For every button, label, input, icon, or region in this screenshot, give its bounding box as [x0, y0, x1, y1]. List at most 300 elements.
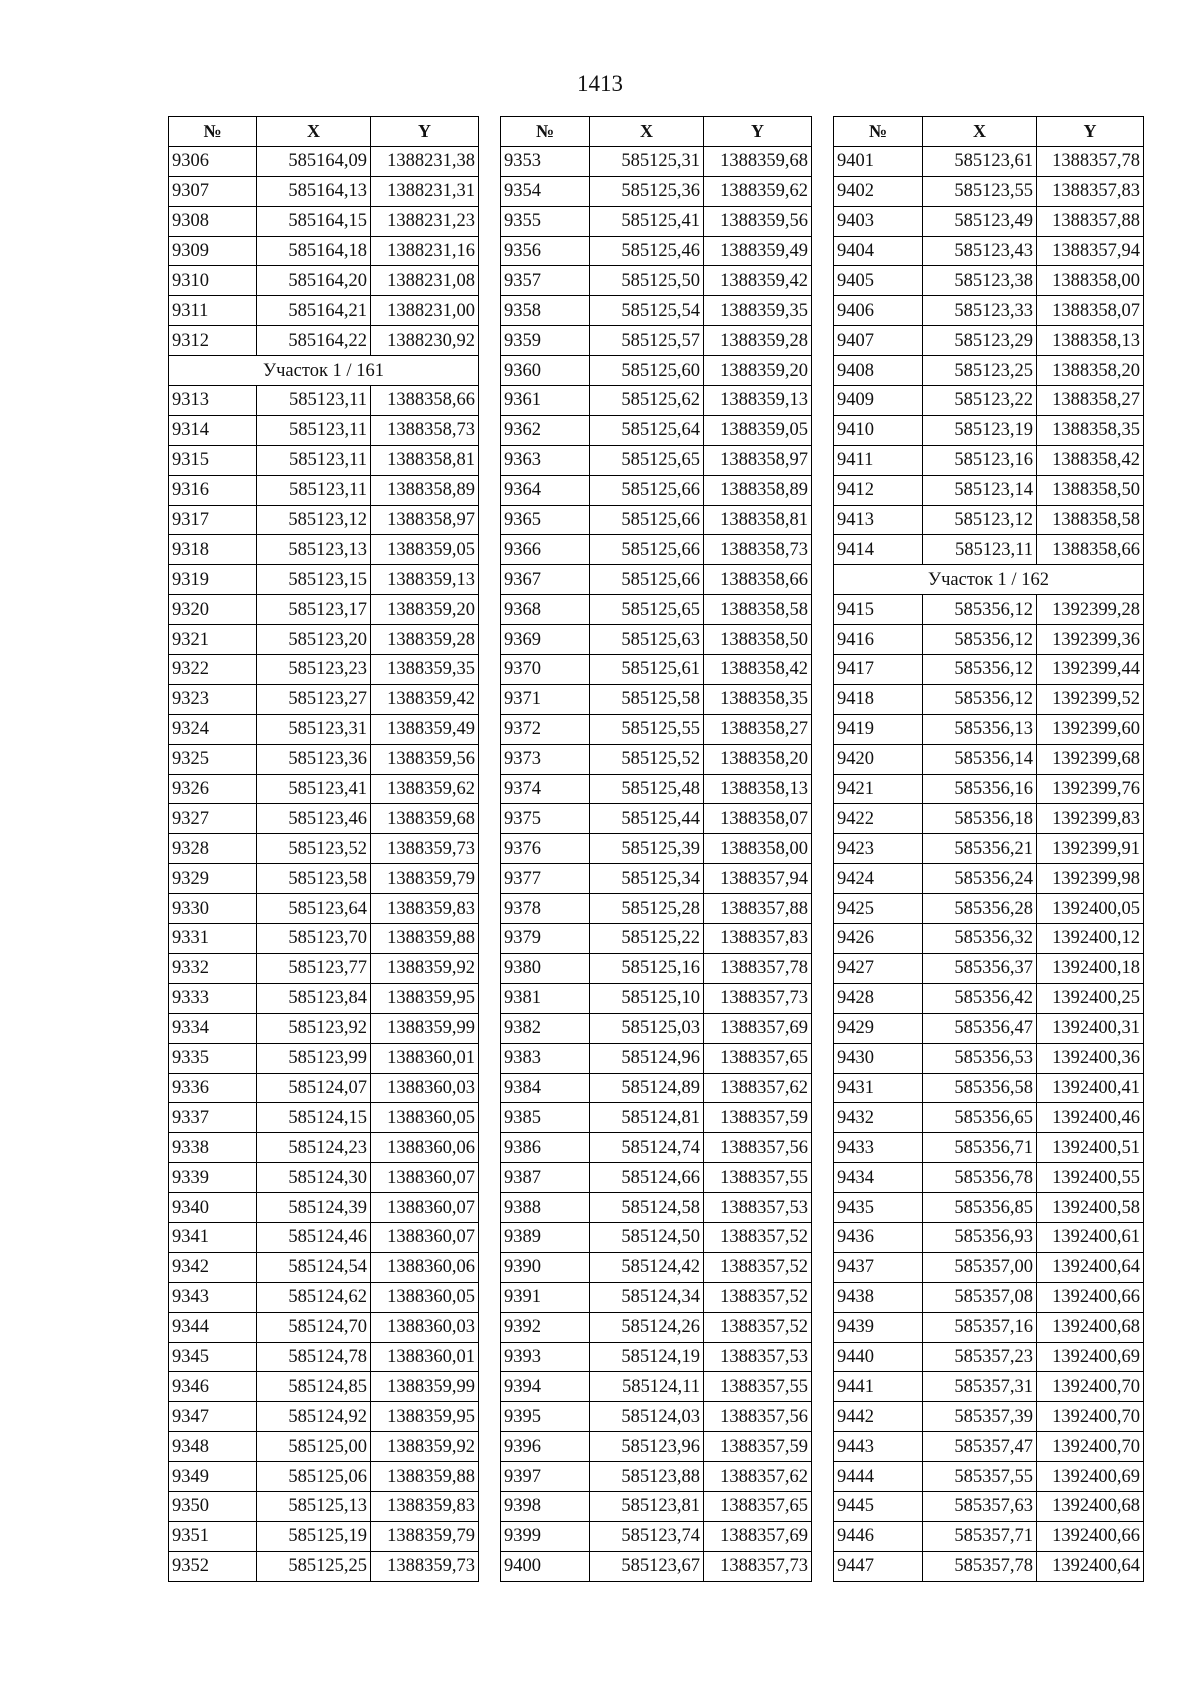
point-number-cell: 9326 [169, 774, 257, 804]
table-row [169, 386, 479, 416]
table-row [834, 894, 1144, 924]
x-coordinate-cell: 585123,15 [257, 565, 371, 595]
x-coordinate-cell: 585356,12 [923, 595, 1037, 625]
table-row [834, 1282, 1144, 1312]
table-row [501, 1282, 812, 1312]
y-coordinate-cell: 1392400,68 [1037, 1312, 1144, 1342]
y-coordinate-cell: 1388357,55 [704, 1163, 812, 1193]
point-number-cell: 9341 [169, 1222, 257, 1252]
y-coordinate-cell: 1388359,95 [371, 1402, 479, 1432]
x-coordinate-cell: 585356,42 [923, 983, 1037, 1013]
point-number-cell: 9398 [501, 1491, 590, 1521]
table-row [169, 1133, 479, 1163]
x-coordinate-cell: 585125,44 [590, 804, 704, 834]
header-y: Y [1037, 117, 1144, 147]
table-row [834, 1163, 1144, 1193]
x-coordinate-cell: 585124,07 [257, 1073, 371, 1103]
y-coordinate-cell: 1392399,91 [1037, 834, 1144, 864]
table-row [834, 236, 1144, 266]
table-row [169, 415, 479, 445]
point-number-cell: 9404 [834, 236, 923, 266]
x-coordinate-cell: 585357,71 [923, 1521, 1037, 1551]
y-coordinate-cell: 1392400,18 [1037, 953, 1144, 983]
table-row [834, 924, 1144, 954]
point-number-cell: 9419 [834, 714, 923, 744]
point-number-cell: 9311 [169, 296, 257, 326]
point-number-cell: 9338 [169, 1133, 257, 1163]
y-coordinate-cell: 1388359,88 [371, 924, 479, 954]
y-coordinate-cell: 1388357,52 [704, 1252, 812, 1282]
y-coordinate-cell: 1388359,95 [371, 983, 479, 1013]
y-coordinate-cell: 1388358,81 [704, 505, 812, 535]
table-row [501, 1551, 812, 1581]
table-row [501, 1372, 812, 1402]
point-number-cell: 9436 [834, 1222, 923, 1252]
point-number-cell: 9333 [169, 983, 257, 1013]
x-coordinate-cell: 585124,96 [590, 1043, 704, 1073]
x-coordinate-cell: 585123,41 [257, 774, 371, 804]
y-coordinate-cell: 1388357,59 [704, 1103, 812, 1133]
table-row [169, 1193, 479, 1223]
x-coordinate-cell: 585164,22 [257, 326, 371, 356]
x-coordinate-cell: 585124,03 [590, 1402, 704, 1432]
point-number-cell: 9433 [834, 1133, 923, 1163]
point-number-cell: 9364 [501, 475, 590, 505]
y-coordinate-cell: 1388359,49 [704, 236, 812, 266]
y-coordinate-cell: 1388231,16 [371, 236, 479, 266]
x-coordinate-cell: 585356,53 [923, 1043, 1037, 1073]
y-coordinate-cell: 1388357,94 [704, 864, 812, 894]
x-coordinate-cell: 585356,58 [923, 1073, 1037, 1103]
y-coordinate-cell: 1388359,20 [704, 356, 812, 386]
point-number-cell: 9332 [169, 953, 257, 983]
y-coordinate-cell: 1392399,68 [1037, 744, 1144, 774]
point-number-cell: 9378 [501, 894, 590, 924]
x-coordinate-cell: 585125,66 [590, 505, 704, 535]
point-number-cell: 9309 [169, 236, 257, 266]
x-coordinate-cell: 585123,13 [257, 535, 371, 565]
point-number-cell: 9387 [501, 1163, 590, 1193]
table-row [501, 1491, 812, 1521]
header-number: № [834, 117, 923, 147]
x-coordinate-cell: 585356,21 [923, 834, 1037, 864]
table-row [834, 1491, 1144, 1521]
point-number-cell: 9322 [169, 655, 257, 685]
point-number-cell: 9359 [501, 326, 590, 356]
point-number-cell: 9312 [169, 326, 257, 356]
x-coordinate-cell: 585123,27 [257, 684, 371, 714]
table-row [169, 864, 479, 894]
x-coordinate-cell: 585124,66 [590, 1163, 704, 1193]
table-row [834, 983, 1144, 1013]
x-coordinate-cell: 585123,49 [923, 206, 1037, 236]
x-coordinate-cell: 585356,12 [923, 655, 1037, 685]
y-coordinate-cell: 1392400,69 [1037, 1462, 1144, 1492]
header-y: Y [371, 117, 479, 147]
y-coordinate-cell: 1388359,68 [371, 804, 479, 834]
point-number-cell: 9329 [169, 864, 257, 894]
x-coordinate-cell: 585356,28 [923, 894, 1037, 924]
point-number-cell: 9343 [169, 1282, 257, 1312]
x-coordinate-cell: 585123,22 [923, 386, 1037, 416]
table-row [501, 266, 812, 296]
table-row [169, 1252, 479, 1282]
table-row [501, 475, 812, 505]
table-row [169, 296, 479, 326]
x-coordinate-cell: 585124,50 [590, 1222, 704, 1252]
y-coordinate-cell: 1392400,69 [1037, 1342, 1144, 1372]
table-row [834, 774, 1144, 804]
table-row [501, 625, 812, 655]
y-coordinate-cell: 1388360,01 [371, 1043, 479, 1073]
y-coordinate-cell: 1392400,64 [1037, 1551, 1144, 1581]
point-number-cell: 9437 [834, 1252, 923, 1282]
point-number-cell: 9381 [501, 983, 590, 1013]
table-row [834, 1252, 1144, 1282]
y-coordinate-cell: 1388358,66 [371, 386, 479, 416]
table-row [834, 1432, 1144, 1462]
table-row [834, 296, 1144, 326]
point-number-cell: 9335 [169, 1043, 257, 1073]
y-coordinate-cell: 1388359,88 [371, 1462, 479, 1492]
point-number-cell: 9380 [501, 953, 590, 983]
point-number-cell: 9369 [501, 625, 590, 655]
y-coordinate-cell: 1388358,73 [704, 535, 812, 565]
point-number-cell: 9415 [834, 595, 923, 625]
x-coordinate-cell: 585164,13 [257, 176, 371, 206]
section-label: Участок 1 / 162 [834, 565, 1144, 595]
x-coordinate-cell: 585125,22 [590, 924, 704, 954]
y-coordinate-cell: 1388358,97 [371, 505, 479, 535]
point-number-cell: 9358 [501, 296, 590, 326]
x-coordinate-cell: 585125,31 [590, 146, 704, 176]
point-number-cell: 9413 [834, 505, 923, 535]
table-row [169, 475, 479, 505]
x-coordinate-cell: 585123,77 [257, 953, 371, 983]
point-number-cell: 9430 [834, 1043, 923, 1073]
x-coordinate-cell: 585123,46 [257, 804, 371, 834]
point-number-cell: 9399 [501, 1521, 590, 1551]
point-number-cell: 9362 [501, 415, 590, 445]
point-number-cell: 9389 [501, 1222, 590, 1252]
point-number-cell: 9353 [501, 146, 590, 176]
point-number-cell: 9423 [834, 834, 923, 864]
y-coordinate-cell: 1388358,42 [1037, 445, 1144, 475]
table-row [501, 1043, 812, 1073]
y-coordinate-cell: 1388357,69 [704, 1013, 812, 1043]
point-number-cell: 9421 [834, 774, 923, 804]
table-row [834, 1342, 1144, 1372]
x-coordinate-cell: 585123,99 [257, 1043, 371, 1073]
point-number-cell: 9325 [169, 744, 257, 774]
table-row [834, 1133, 1144, 1163]
point-number-cell: 9434 [834, 1163, 923, 1193]
point-number-cell: 9439 [834, 1312, 923, 1342]
table-row [501, 296, 812, 326]
x-coordinate-cell: 585125,65 [590, 595, 704, 625]
y-coordinate-cell: 1388358,50 [1037, 475, 1144, 505]
x-coordinate-cell: 585123,19 [923, 415, 1037, 445]
table-row [501, 1193, 812, 1223]
table-row [501, 176, 812, 206]
y-coordinate-cell: 1388360,06 [371, 1133, 479, 1163]
point-number-cell: 9410 [834, 415, 923, 445]
x-coordinate-cell: 585356,24 [923, 864, 1037, 894]
x-coordinate-cell: 585123,12 [923, 505, 1037, 535]
table-row [169, 983, 479, 1013]
header-number: № [169, 117, 257, 147]
header-x: X [923, 117, 1037, 147]
point-number-cell: 9319 [169, 565, 257, 595]
x-coordinate-cell: 585123,20 [257, 625, 371, 655]
y-coordinate-cell: 1388359,20 [371, 595, 479, 625]
y-coordinate-cell: 1388357,83 [1037, 176, 1144, 206]
y-coordinate-cell: 1392400,61 [1037, 1222, 1144, 1252]
table-header-row [834, 117, 1144, 147]
y-coordinate-cell: 1388359,73 [371, 1551, 479, 1581]
point-number-cell: 9440 [834, 1342, 923, 1372]
y-coordinate-cell: 1388231,38 [371, 146, 479, 176]
table-row [501, 894, 812, 924]
y-coordinate-cell: 1388359,49 [371, 714, 479, 744]
point-number-cell: 9414 [834, 535, 923, 565]
x-coordinate-cell: 585125,39 [590, 834, 704, 864]
x-coordinate-cell: 585125,54 [590, 296, 704, 326]
y-coordinate-cell: 1388358,35 [704, 684, 812, 714]
x-coordinate-cell: 585356,85 [923, 1193, 1037, 1223]
point-number-cell: 9447 [834, 1551, 923, 1581]
point-number-cell: 9403 [834, 206, 923, 236]
point-number-cell: 9360 [501, 356, 590, 386]
x-coordinate-cell: 585123,23 [257, 655, 371, 685]
y-coordinate-cell: 1392400,41 [1037, 1073, 1144, 1103]
table-row [169, 1073, 479, 1103]
x-coordinate-cell: 585125,41 [590, 206, 704, 236]
table-row [501, 1402, 812, 1432]
x-coordinate-cell: 585125,46 [590, 236, 704, 266]
y-coordinate-cell: 1388359,42 [704, 266, 812, 296]
point-number-cell: 9310 [169, 266, 257, 296]
table-row [501, 415, 812, 445]
point-number-cell: 9307 [169, 176, 257, 206]
table-row [501, 445, 812, 475]
header-number: № [501, 117, 590, 147]
table-row [169, 1043, 479, 1073]
y-coordinate-cell: 1388358,73 [371, 415, 479, 445]
y-coordinate-cell: 1388358,27 [704, 714, 812, 744]
table-row [834, 834, 1144, 864]
point-number-cell: 9328 [169, 834, 257, 864]
point-number-cell: 9327 [169, 804, 257, 834]
y-coordinate-cell: 1388231,31 [371, 176, 479, 206]
table-row [169, 924, 479, 954]
table-row [501, 1521, 812, 1551]
x-coordinate-cell: 585164,18 [257, 236, 371, 266]
y-coordinate-cell: 1388359,05 [704, 415, 812, 445]
y-coordinate-cell: 1392400,64 [1037, 1252, 1144, 1282]
y-coordinate-cell: 1388357,56 [704, 1402, 812, 1432]
x-coordinate-cell: 585357,78 [923, 1551, 1037, 1581]
y-coordinate-cell: 1388359,35 [704, 296, 812, 326]
table-row [501, 953, 812, 983]
table-row [169, 266, 479, 296]
y-coordinate-cell: 1392400,12 [1037, 924, 1144, 954]
point-number-cell: 9443 [834, 1432, 923, 1462]
table-row [501, 744, 812, 774]
section-row [834, 565, 1144, 595]
point-number-cell: 9367 [501, 565, 590, 595]
table-row [169, 804, 479, 834]
point-number-cell: 9438 [834, 1282, 923, 1312]
x-coordinate-cell: 585124,89 [590, 1073, 704, 1103]
y-coordinate-cell: 1388357,59 [704, 1432, 812, 1462]
y-coordinate-cell: 1388359,99 [371, 1372, 479, 1402]
x-coordinate-cell: 585123,11 [257, 475, 371, 505]
table-row [834, 1402, 1144, 1432]
x-coordinate-cell: 585123,55 [923, 176, 1037, 206]
y-coordinate-cell: 1388359,13 [371, 565, 479, 595]
y-coordinate-cell: 1388357,73 [704, 983, 812, 1013]
point-number-cell: 9416 [834, 625, 923, 655]
x-coordinate-cell: 585164,15 [257, 206, 371, 236]
table-row [169, 1013, 479, 1043]
x-coordinate-cell: 585125,60 [590, 356, 704, 386]
table-row [834, 1193, 1144, 1223]
table-row [501, 535, 812, 565]
x-coordinate-cell: 585124,42 [590, 1252, 704, 1282]
y-coordinate-cell: 1388357,73 [704, 1551, 812, 1581]
table-header-row [169, 117, 479, 147]
point-number-cell: 9354 [501, 176, 590, 206]
coordinates-table-3 [833, 116, 1144, 1582]
y-coordinate-cell: 1388358,00 [1037, 266, 1144, 296]
x-coordinate-cell: 585123,61 [923, 146, 1037, 176]
x-coordinate-cell: 585357,31 [923, 1372, 1037, 1402]
x-coordinate-cell: 585125,58 [590, 684, 704, 714]
table-row [834, 953, 1144, 983]
y-coordinate-cell: 1388359,83 [371, 1491, 479, 1521]
x-coordinate-cell: 585356,32 [923, 924, 1037, 954]
x-coordinate-cell: 585124,58 [590, 1193, 704, 1223]
table-row [501, 1252, 812, 1282]
table-row [169, 774, 479, 804]
table-row [169, 714, 479, 744]
y-coordinate-cell: 1388359,62 [371, 774, 479, 804]
point-number-cell: 9368 [501, 595, 590, 625]
point-number-cell: 9376 [501, 834, 590, 864]
point-number-cell: 9315 [169, 445, 257, 475]
y-coordinate-cell: 1388357,88 [1037, 206, 1144, 236]
coordinates-table-2 [500, 116, 812, 1582]
point-number-cell: 9308 [169, 206, 257, 236]
x-coordinate-cell: 585124,85 [257, 1372, 371, 1402]
table-row [834, 655, 1144, 685]
table-row [501, 834, 812, 864]
y-coordinate-cell: 1388357,65 [704, 1043, 812, 1073]
point-number-cell: 9420 [834, 744, 923, 774]
y-coordinate-cell: 1388357,53 [704, 1342, 812, 1372]
table-row [501, 1222, 812, 1252]
x-coordinate-cell: 585356,12 [923, 684, 1037, 714]
x-coordinate-cell: 585125,62 [590, 386, 704, 416]
table-row [834, 356, 1144, 386]
y-coordinate-cell: 1392400,55 [1037, 1163, 1144, 1193]
table-header-row [501, 117, 812, 147]
table-row [169, 1342, 479, 1372]
x-coordinate-cell: 585124,62 [257, 1282, 371, 1312]
point-number-cell: 9337 [169, 1103, 257, 1133]
x-coordinate-cell: 585123,11 [257, 415, 371, 445]
point-number-cell: 9349 [169, 1462, 257, 1492]
y-coordinate-cell: 1388357,65 [704, 1491, 812, 1521]
table-row [501, 595, 812, 625]
point-number-cell: 9334 [169, 1013, 257, 1043]
y-coordinate-cell: 1392400,70 [1037, 1432, 1144, 1462]
x-coordinate-cell: 585124,30 [257, 1163, 371, 1193]
table-row [834, 326, 1144, 356]
x-coordinate-cell: 585123,11 [257, 445, 371, 475]
x-coordinate-cell: 585356,14 [923, 744, 1037, 774]
x-coordinate-cell: 585123,11 [257, 386, 371, 416]
point-number-cell: 9384 [501, 1073, 590, 1103]
y-coordinate-cell: 1388357,78 [1037, 146, 1144, 176]
point-number-cell: 9385 [501, 1103, 590, 1133]
header-x: X [257, 117, 371, 147]
x-coordinate-cell: 585123,64 [257, 894, 371, 924]
table-row [834, 1043, 1144, 1073]
point-number-cell: 9348 [169, 1432, 257, 1462]
x-coordinate-cell: 585124,11 [590, 1372, 704, 1402]
point-number-cell: 9441 [834, 1372, 923, 1402]
point-number-cell: 9426 [834, 924, 923, 954]
x-coordinate-cell: 585123,92 [257, 1013, 371, 1043]
table-row [501, 655, 812, 685]
table-row [169, 505, 479, 535]
y-coordinate-cell: 1388359,92 [371, 953, 479, 983]
y-coordinate-cell: 1388360,07 [371, 1193, 479, 1223]
x-coordinate-cell: 585123,16 [923, 445, 1037, 475]
x-coordinate-cell: 585356,71 [923, 1133, 1037, 1163]
x-coordinate-cell: 585125,57 [590, 326, 704, 356]
table-row [834, 714, 1144, 744]
y-coordinate-cell: 1388358,42 [704, 655, 812, 685]
y-coordinate-cell: 1388357,52 [704, 1222, 812, 1252]
y-coordinate-cell: 1388359,79 [371, 864, 479, 894]
x-coordinate-cell: 585124,23 [257, 1133, 371, 1163]
point-number-cell: 9422 [834, 804, 923, 834]
table-row [501, 1163, 812, 1193]
y-coordinate-cell: 1388357,83 [704, 924, 812, 954]
point-number-cell: 9318 [169, 535, 257, 565]
y-coordinate-cell: 1388357,55 [704, 1372, 812, 1402]
x-coordinate-cell: 585125,66 [590, 535, 704, 565]
table-row [169, 565, 479, 595]
point-number-cell: 9345 [169, 1342, 257, 1372]
y-coordinate-cell: 1388357,52 [704, 1312, 812, 1342]
point-number-cell: 9331 [169, 924, 257, 954]
point-number-cell: 9401 [834, 146, 923, 176]
table-row [169, 1491, 479, 1521]
y-coordinate-cell: 1388359,99 [371, 1013, 479, 1043]
y-coordinate-cell: 1392400,70 [1037, 1402, 1144, 1432]
x-coordinate-cell: 585125,55 [590, 714, 704, 744]
y-coordinate-cell: 1388359,56 [704, 206, 812, 236]
y-coordinate-cell: 1392400,25 [1037, 983, 1144, 1013]
y-coordinate-cell: 1388357,56 [704, 1133, 812, 1163]
x-coordinate-cell: 585123,25 [923, 356, 1037, 386]
table-row [834, 1013, 1144, 1043]
x-coordinate-cell: 585125,13 [257, 1491, 371, 1521]
